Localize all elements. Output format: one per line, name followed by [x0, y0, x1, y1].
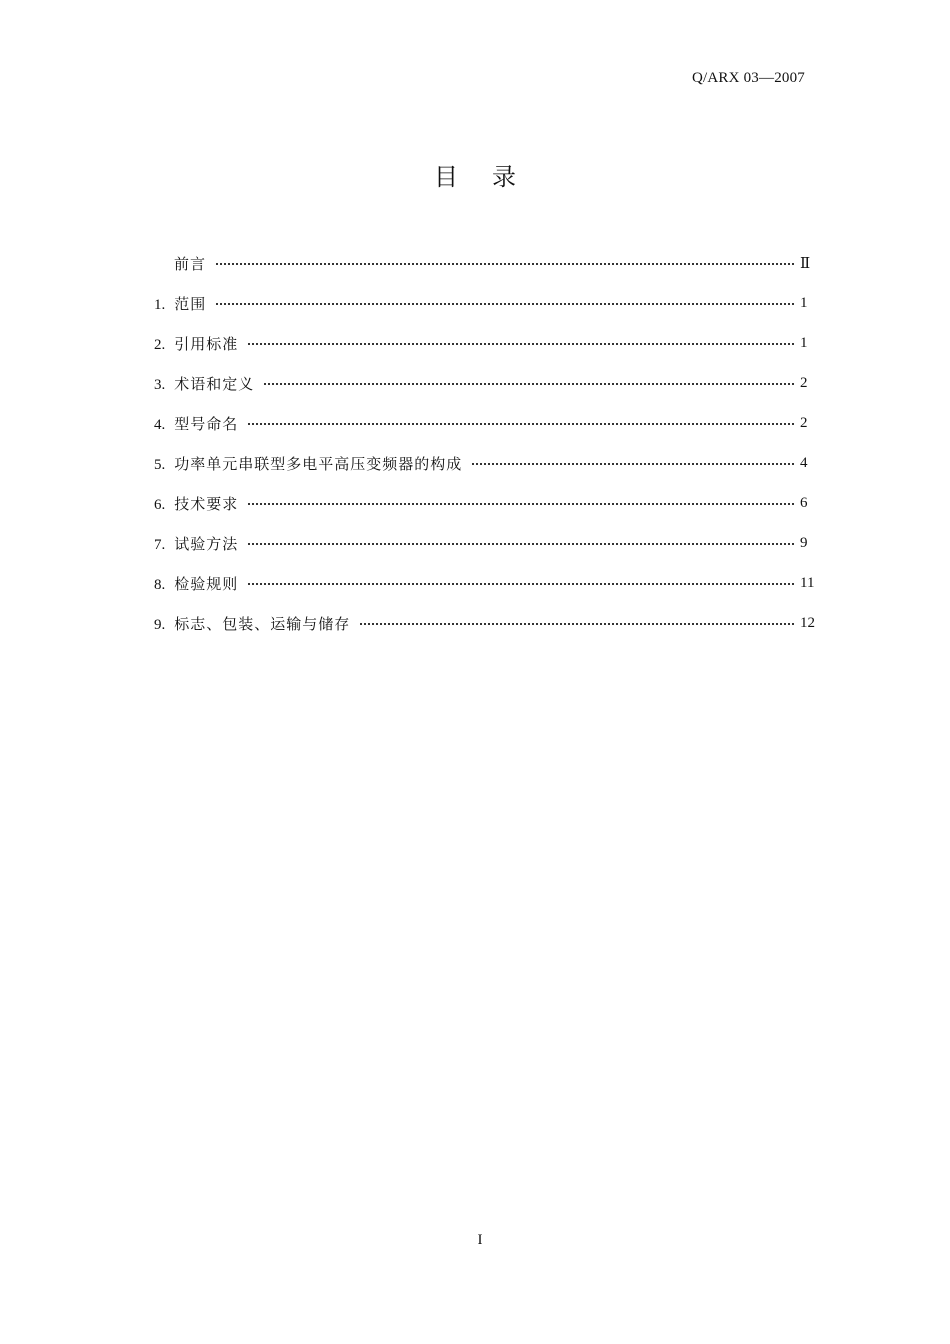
toc-entry-4[interactable] — [154, 403, 822, 443]
toc-entry-8[interactable] — [154, 563, 822, 603]
toc-entry-page: 4 — [800, 454, 808, 471]
toc-entry-title: 检验规则 — [174, 574, 239, 593]
toc-entry-page: 1 — [800, 334, 808, 351]
toc-entry-number: 4. — [154, 416, 166, 433]
toc-entry-title: 前言 — [174, 254, 207, 273]
toc-entry-number: 7. — [154, 536, 166, 553]
dot-leader — [248, 423, 794, 425]
toc-title: 目录 — [434, 163, 550, 191]
toc-entry-page: 9 — [800, 534, 808, 551]
toc-entry-preface[interactable] — [154, 243, 822, 283]
toc-entry-number: 5. — [154, 456, 166, 473]
dot-leader — [248, 503, 794, 505]
toc-entry-number: 1. — [154, 296, 166, 313]
dot-leader — [248, 343, 794, 345]
toc-entry-number: 6. — [154, 496, 166, 513]
toc-entry-page: 1 — [800, 294, 808, 311]
toc-entry-7[interactable] — [154, 523, 822, 563]
dot-leader — [248, 543, 794, 545]
toc-entry-title: 试验方法 — [174, 534, 239, 553]
toc-entry-title: 术语和定义 — [174, 374, 255, 393]
toc-entry-6[interactable] — [154, 483, 822, 523]
dot-leader — [472, 463, 794, 465]
dot-leader — [216, 263, 794, 265]
dot-leader — [216, 303, 794, 305]
toc-entry-page: 11 — [800, 574, 815, 591]
toc-entry-title: 引用标准 — [174, 334, 239, 353]
toc-entry-3[interactable] — [154, 363, 822, 403]
toc-entry-1[interactable] — [154, 283, 822, 323]
table-of-contents — [154, 243, 822, 643]
page-number: I — [477, 1232, 483, 1248]
toc-entry-title: 功率单元串联型多电平高压变频器的构成 — [174, 454, 463, 473]
toc-entry-page: 2 — [800, 414, 808, 431]
toc-entry-number: 9. — [154, 616, 166, 633]
dot-leader — [248, 583, 794, 585]
toc-entry-page: 12 — [800, 614, 815, 631]
toc-entry-page: 6 — [800, 494, 808, 511]
dot-leader — [264, 383, 794, 385]
toc-entry-title: 范围 — [174, 294, 207, 313]
toc-entry-2[interactable] — [154, 323, 822, 363]
toc-entry-9[interactable] — [154, 603, 822, 643]
toc-entry-title: 标志、包装、运输与储存 — [174, 614, 351, 633]
toc-entry-number: 8. — [154, 576, 166, 593]
toc-entry-number: 2. — [154, 336, 166, 353]
toc-entry-page: Ⅱ — [800, 255, 811, 272]
document-code: Q/ARX 03—2007 — [691, 70, 805, 86]
toc-entry-title: 技术要求 — [174, 494, 239, 513]
toc-entry-5[interactable] — [154, 443, 822, 483]
toc-entry-number: 3. — [154, 376, 166, 393]
dot-leader — [360, 623, 794, 625]
toc-entry-page: 2 — [800, 374, 808, 391]
toc-entry-title: 型号命名 — [174, 414, 239, 433]
